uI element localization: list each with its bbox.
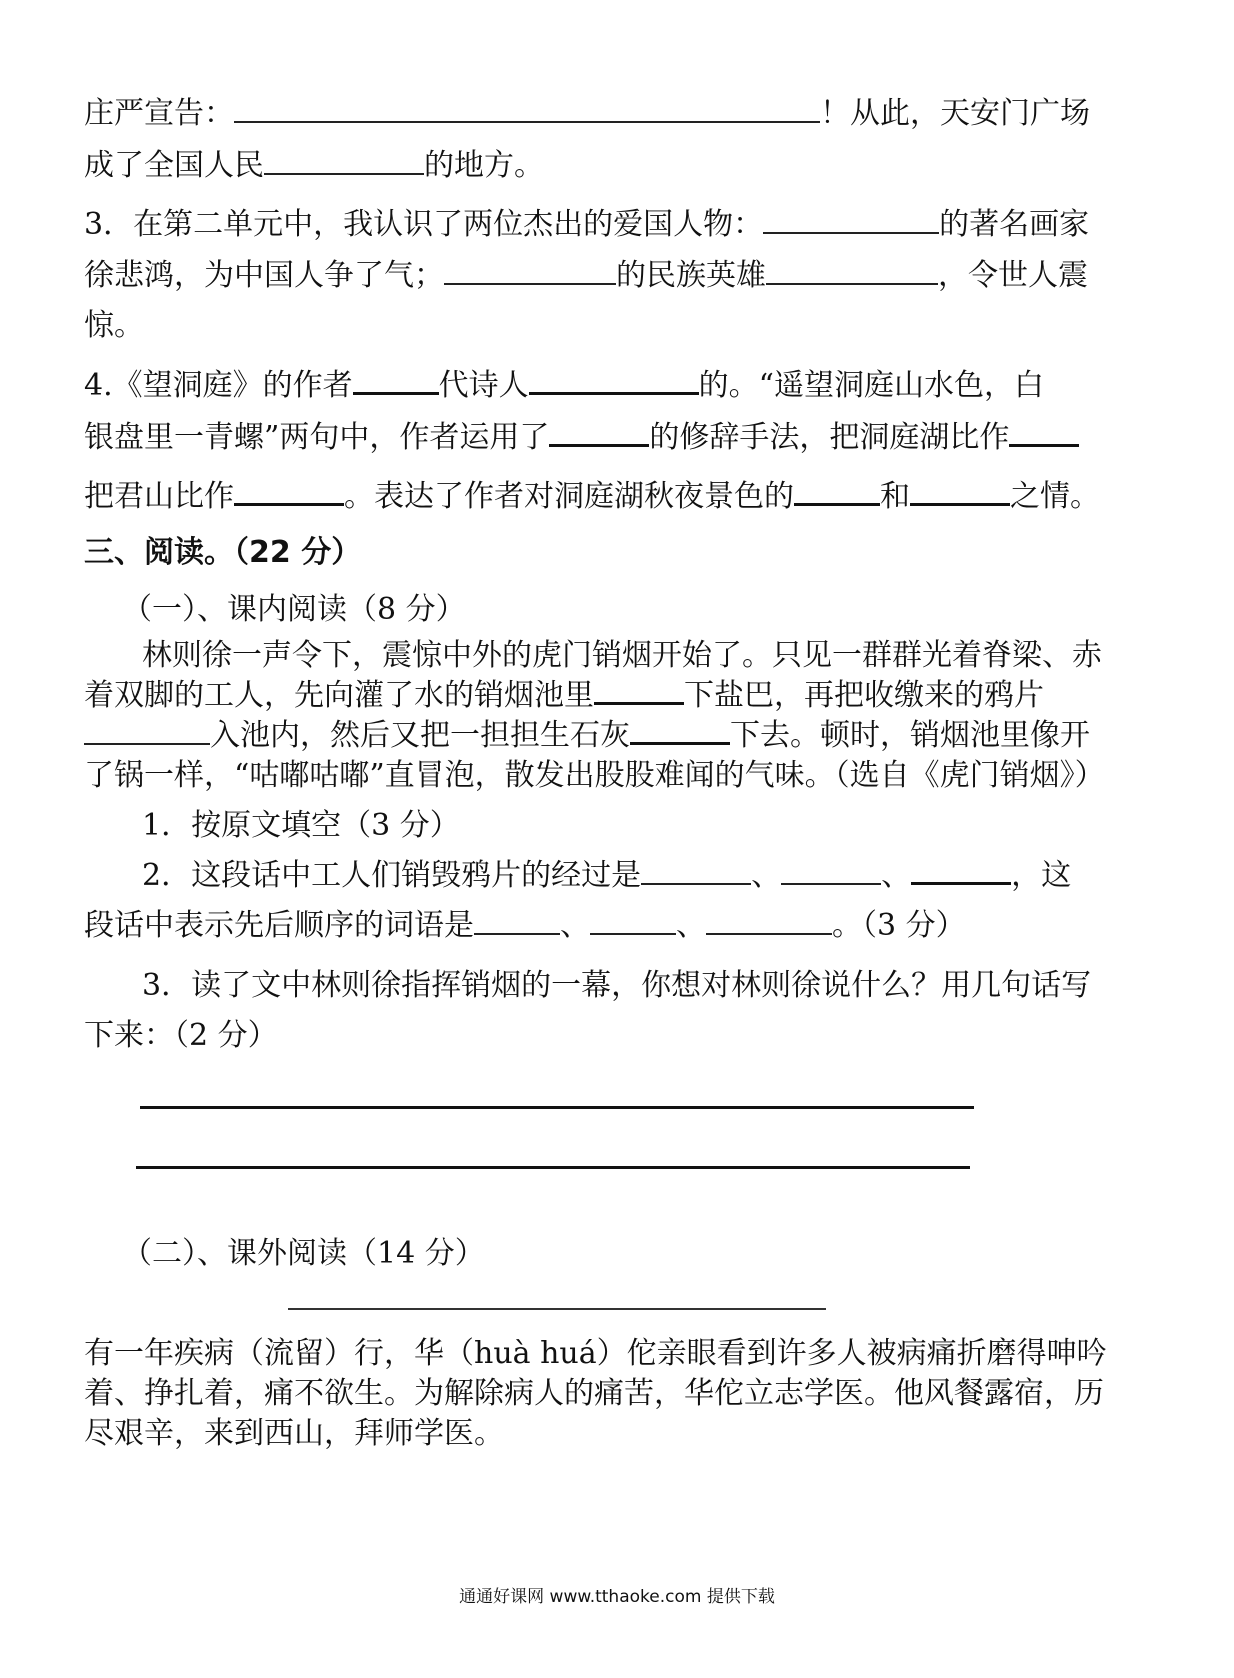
q2-text: 的地方。 [424,148,544,183]
q2-order-blank-1[interactable] [474,907,560,935]
part1-question-3-line-2: 下来：（2 分） [84,1018,278,1053]
answer-line-2[interactable] [136,1166,970,1169]
question-text: 、 [881,858,912,893]
q3-text: 惊。 [84,308,144,343]
q3-blank-2[interactable] [444,257,616,285]
q3-line-3 [84,306,144,346]
part1-question-2-line-1 [142,856,1071,896]
q4-text: 之情。 [1010,479,1100,514]
q3-blank-3[interactable] [766,257,938,285]
q4-text: 代诗人 [438,368,529,403]
question-text: 、 [560,908,590,943]
q4-text: 银盘里一青螺”两句中，作者运用了 [84,420,550,455]
passage-title-blank[interactable] [288,1308,826,1310]
q2-line-1 [84,94,1090,134]
q4-blank-7[interactable] [910,477,1010,506]
q2-line-2 [84,146,544,186]
part1-question-1: 1．按原文填空（3 分） [142,808,460,843]
q2-text: ！从此，天安门广场 [820,96,1090,131]
q2-text: 庄严宣告： [84,96,234,131]
question-text: ，这 [1011,858,1072,893]
q2-answer-blank-3[interactable] [911,856,1011,885]
part2-passage-line-2: 着、挣扎着，痛不欲生。为解除病人的痛苦，华佗立志学医。他风餐露宿，历 [84,1376,1104,1411]
q4-line-2 [84,418,1079,458]
q3-text: ，令世人震 [938,258,1088,293]
question-text: 段话中表示先后顺序的词语是 [84,908,474,943]
part2-passage-line-3: 尽艰辛，来到西山，拜师学医。 [84,1416,504,1451]
q4-line-3 [84,477,1100,517]
q3-line-1 [84,205,1089,245]
q3-text: 的著名画家 [939,207,1090,242]
passage-text: 入池内，然后又把一担担生石灰 [210,718,630,753]
part1-question-2-line-2 [84,906,966,946]
q2-order-blank-3[interactable] [706,907,832,935]
q4-blank-1[interactable] [353,366,439,395]
q2-text: 成了全国人民 [84,148,264,183]
q2-blank-2[interactable] [264,147,424,175]
part2-title: （二）、课外阅读（14 分） [122,1236,485,1271]
q4-blank-5[interactable] [234,477,344,506]
q2-order-blank-2[interactable] [590,907,676,935]
question-text: 。（3 分） [832,908,966,943]
q4-line-1 [84,366,1044,406]
question-text: 、 [676,908,706,943]
part1-passage-line-2 [84,676,1044,716]
passage-blank-3[interactable] [630,716,730,745]
q4-blank-2[interactable] [529,366,699,395]
q4-blank-3[interactable] [549,418,649,447]
part1-title: （一）、课内阅读（8 分） [122,592,466,627]
answer-line-1[interactable] [140,1106,974,1109]
footer-credit: 通通好课网 www.tthaoke.com 提供下载 [459,1587,775,1607]
part1-passage-line-4: 了锅一样，“咕嘟咕嘟”直冒泡，散发出股股难闻的气味。（选自《虎门销烟》） [84,758,1105,793]
q2-blank-1[interactable] [234,95,820,123]
q4-text: 。表达了作者对洞庭湖秋夜景色的 [344,479,794,514]
q3-text: 徐悲鸿，为中国人争了气； [84,258,444,293]
q4-text: 的修辞手法，把洞庭湖比作 [649,420,1010,455]
q3-text: 的民族英雄 [616,258,766,293]
q3-blank-1[interactable] [763,206,939,234]
q3-text: 3．在第二单元中，我认识了两位杰出的爱国人物： [84,207,764,242]
q4-text: 的。“遥望洞庭山水色，白 [698,368,1044,403]
part1-passage-line-3 [84,716,1090,756]
q4-text: 和 [880,479,910,514]
q2-answer-blank-1[interactable] [641,857,751,885]
q2-answer-blank-2[interactable] [781,857,881,885]
question-text: 2．这段话中工人们销毁鸦片的经过是 [142,858,642,893]
part2-passage-line-1: 有一年疾病（流留）行，华（huà huá）佗亲眼看到许多人被病痛折磨得呻吟 [84,1336,1107,1371]
passage-blank-1[interactable] [594,676,684,705]
passage-text: 下盐巴，再把收缴来的鸦片 [684,678,1044,713]
passage-text: 着双脚的工人，先向灌了水的销烟池里 [84,678,594,713]
passage-text: 下去。顿时，销烟池里像开 [730,718,1090,753]
part1-passage-line-1: 林则徐一声令下，震惊中外的虎门销烟开始了。只见一群群光着脊梁、赤 [142,638,1102,673]
q3-line-2 [84,256,1088,296]
q4-text: 把君山比作 [84,479,234,514]
q4-blank-4[interactable] [1009,418,1079,447]
question-text: 、 [751,858,782,893]
passage-blank-2[interactable] [84,717,210,745]
q4-text: 4.《望洞庭》的作者 [84,368,353,403]
section-heading: 三、阅读。（22 分） [84,535,362,570]
q4-blank-6[interactable] [794,477,880,506]
part1-question-3-line-1: 3．读了文中林则徐指挥销烟的一幕，你想对林则徐说什么？用几句话写 [142,968,1092,1003]
